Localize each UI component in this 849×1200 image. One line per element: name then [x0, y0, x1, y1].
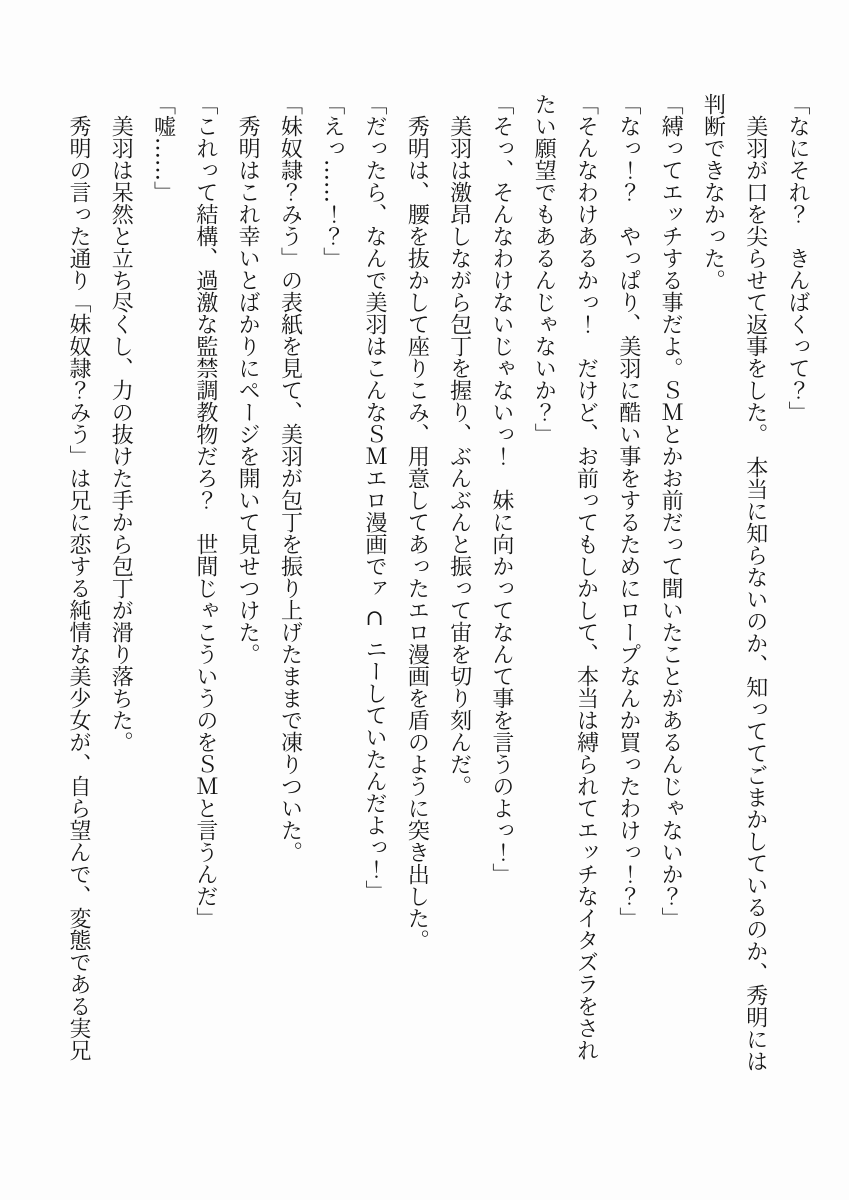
text-line: 「えっ……！？」 [319, 93, 345, 269]
text-segment: 「だったら、なんで美羽はこんなＳＭエロ漫画でァ [362, 93, 388, 599]
text-line: たい願望でもあるんじゃないか？」 [531, 93, 557, 445]
text-line: 「これって結構、過激な監禁調教物だろ？ 世間じゃこういうのをＳＭと言うんだ」 [192, 93, 218, 929]
text-line: 「そんなわけあるかっ！ だけど、お前ってもしかして、本当は縛られてエッチなイタズラをされ [573, 93, 599, 1061]
text-line [353, 93, 395, 1098]
text-line: 「妹奴隷？みう」の表紙を見て、美羽が包丁を振り上げたままで凍りついた。 [277, 93, 303, 863]
text-line: 「なっ！？ やっぱり、美羽に酷い事をするためにロープなんか買ったわけっ！？」 [615, 93, 641, 929]
text-line: 「そっ、そんなわけないじゃないっ！ 妹に向かってなんて事を言うのよっ！」 [488, 93, 514, 885]
text-line: 美羽は激昂しながら包丁を握り、ぶんぶんと振って宙を切り刻んだ。 [446, 93, 472, 797]
text-line: 「なにそれ？ きんばくって？」 [785, 93, 810, 423]
text-line: 秀明の言った通り「妹奴隷？みう」は兄に恋する純情な美少女が、自ら望んで、変態である実兄 [65, 93, 91, 1061]
vertical-text-block [57, 93, 818, 1098]
text-line: 「嘘……」 [150, 93, 176, 203]
text-line: 秀明は、腰を抜かして座りこみ、用意してあったエロ漫画を盾のように突き出した。 [404, 93, 430, 951]
text-segment: ニーしていたんだよっ！」 [362, 638, 388, 902]
censored-character: ∩ [362, 606, 388, 631]
text-line: 秀明はこれ幸いとばかりにページを開いて見せつけた。 [235, 93, 261, 665]
text-line: 美羽が口を尖らせて返事をした。 本当に知らないのか、知っててごまかしているのか、秀明には [742, 93, 768, 1072]
text-line: 美羽は呆然と立ち尽くし、力の抜けた手から包丁が滑り落ちた。 [108, 93, 134, 753]
text-line: 「縛ってエッチする事だよ。ＳＭとかお前だって聞いたことがあるんじゃないか？」 [658, 93, 684, 929]
text-line: 判断できなかった。 [700, 93, 726, 291]
